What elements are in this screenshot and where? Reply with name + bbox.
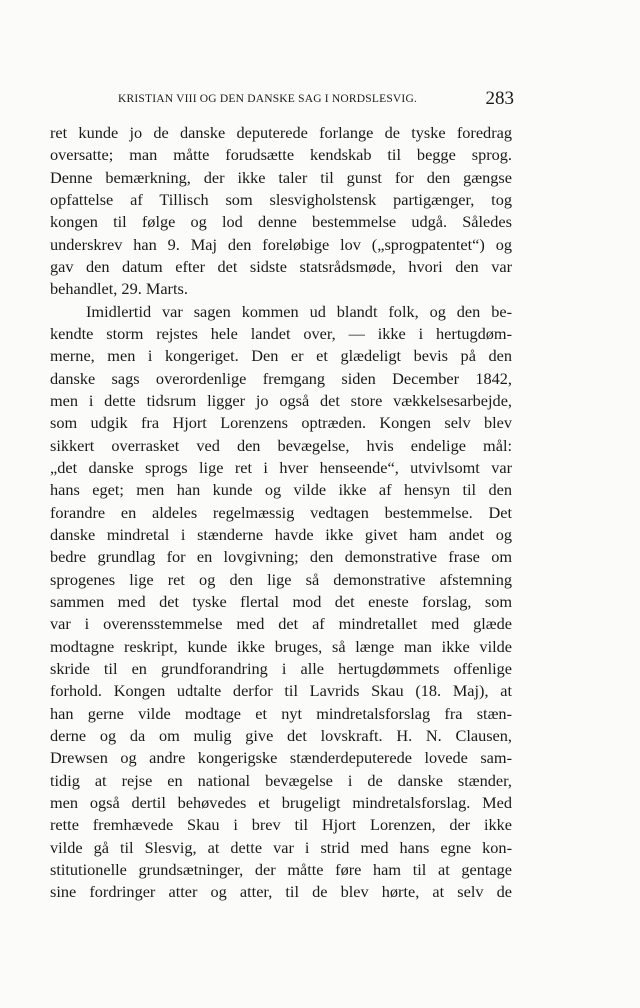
text-line: rette fremhævede Skau i brev til Hjort Lorenzen, der ikke [50,815,512,835]
text-line: Denne bemærkning, der ikke taler til gunst for den gængse [50,167,512,187]
text-line: sammen med det tyske flertal mod det eneste forslag, som [50,591,512,611]
text-line: Drewsen og andre kongerigske stænderdeputerede lovede sam- [50,748,512,768]
text-line: gav den datum efter det sidste statsrådsmøde, hvori den var [50,256,512,276]
text-line: danske mindretal i stænderne havde ikke givet ham andet og [50,524,512,544]
text-line: vilde gå til Slesvig, at dette var i strid med hans egne kon- [50,837,512,857]
text-line: derne og da om mulig give det lovskraft. H. N. Clausen, [50,725,512,745]
text-line: sine fordringer atter og atter, til de blev hørte, at selv de [50,882,512,902]
text-line: men også dertil behøvedes et brugeligt mindretalsforslag. Med [50,792,512,812]
text-line: danske sags overordenlige fremgang siden December 1842, [50,368,512,388]
text-line: oversatte; man måtte forudsætte kendskab til begge sprog. [50,145,512,165]
text-line: var i overensstemmelse med det af mindretallet med glæde [50,614,512,634]
text-line: sikkert overrasket ved den bevægelse, hvis endelige mål: [50,435,512,455]
text-line: kongen til følge og lod denne bestemmelse udgå. Således [50,212,512,232]
text-line: „det danske sprogs lige ret i hver henseende“, utvivlsomt var [50,457,512,477]
running-head [118,88,514,112]
running-title: KRISTIAN VIII OG DEN DANSKE SAG I NORDSLESVIG. [118,93,418,105]
text-line: forandre en aldeles regelmæssig vedtagen bestemmelse. Det [50,502,512,522]
page-number: 283 [485,88,514,109]
text-line: skride til en grundforandring i alle hertugdømmets offenlige [50,658,512,678]
text-line: Imidlertid var sagen kommen ud blandt folk, og den be- [86,301,512,321]
text-line: kendte storm rejstes hele landet over, — ikke i hertugdøm- [50,323,512,343]
text-line: merne, men i kongeriget. Den er et glædeligt bevis på den [50,346,512,366]
text-line: tidig at rejse en national bevægelse i de danske stænder, [50,770,512,790]
text-line: bedre grundlag for en lovgivning; den demonstrative frase om [50,547,512,567]
text-line: som udgik fra Hjort Lorenzens optræden. Kongen selv blev [50,413,512,433]
text-line: sprogenes lige ret og den lige så demonstrative afstemning [50,569,512,589]
text-line: opfattelse af Tillisch som slesvigholstensk partigænger, tog [50,189,512,209]
body-text [50,122,512,903]
text-line: forhold. Kongen udtalte derfor til Lavrids Skau (18. Maj), at [50,681,512,701]
text-line: hans eget; men han kunde og vilde ikke af hensyn til den [50,480,512,500]
text-line: stitutionelle grundsætninger, der måtte føre ham til at gentage [50,859,512,879]
text-line: ret kunde jo de danske deputerede forlange de tyske foredrag [50,123,512,142]
text-line: behandlet, 29. Marts. [50,279,188,299]
text-line: han gerne vilde modtage et nyt mindretalsforslag fra stæn- [50,703,512,723]
text-line: men i dette tidsrum ligger jo også det store vækkelsesarbejde, [50,390,512,410]
text-line: modtagne reskript, kunde ikke bruges, så længe man ikke vilde [50,636,512,656]
text-line: underskrev han 9. Maj den foreløbige lov („sprogpatentet“) og [50,234,512,254]
